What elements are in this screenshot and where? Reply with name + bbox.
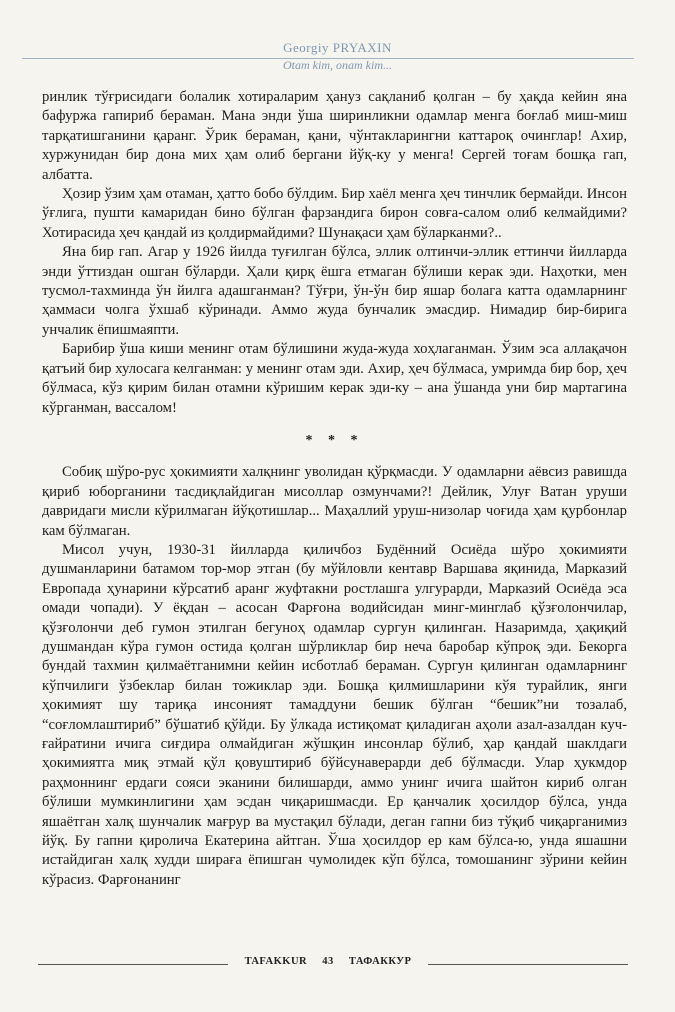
footer-rule-left [38,964,228,965]
running-header [0,40,675,73]
footer-label-latin: TAFAKKUR [244,956,308,967]
header-author: Georgiy PRYAXIN [283,40,392,55]
paragraph: Собиқ шўро-рус ҳокимияти халқнинг уволидан қўрқмасди. У одамларни аёвсиз равишда қириб юборганини тасдиқлайдиган мисоллар озмунчами?! Дейлик, Улуғ Ватан уруши давридаги мисли кўрилмаган йўқотишлар... Маҳаллий уруш-низолар чоғида ҳам қурбонлар кам бўлмаган. [42,464,627,539]
paragraph: Ҳозир ўзим ҳам отаман, ҳатто бобо бўлдим. Бир хаёл менга ҳеч тинчлик бермайди. Инсон ўғлига, пушти камаридан бино бўлган фарзандига бирон совға-салом олиб келмайдими? Хотирасида ҳеч қандай из қолдирмайдими? Шунақаси ҳам бўларканми?.. [42,186,628,241]
paragraph: Мисол учун, 1930-31 йилларда қиличбоз Будённий Осиёда шўро ҳокимияти душманларини батамом тор-мор этган (бу мўйловли кентавр Варшава яқинида, Марказий Европада ҳунарини кўрсатиб аранг жуфтакни ростлашга улгурарди, Марказий Осиёда эса омади чопади). У ёқдан – асосан Фарғона водийсидан минг-минглаб қўзғолончилар, қўзғолончи деб гумон этилган бегуноҳ одамлар сургун қилинган. Назаримда, ҳақиқий душмандан кўра гумон остида қолган шўрликлар бир неча баробар кўпроқ эди. Бекорга бундай тахмин қилмаётганимни кейин исботлаб бераман. Сургун қилинган одамларнинг кўпчилиги ўзбеклар билан тожиклар эди. Бошқа қилмишларини кўя турайлик, янги ҳокимият шу тариқа инсоният тамаддуни бешик бўлган “бешик”ни тозалаб, “соғломлаштириб” бўшатиб қўйди. Бу ўлкада истиқомат қиладиган аҳоли азал-азалдан куч-ғайратини ичига сиғдира олмайдиган жўшқин инсонлар бўлиб, ҳар қандай шаклдаги ҳокимиятга миқ этмай қўл қовуштириб бўйсунаверарди деб бўлмасди. Улар ҳукмдор раҳмоннинг ердаги сояси эканини билишарди, аммо унинг ичига шайтон кириб олган бўлиши мумкинлигини ҳам эсдан чиқаришмасди. Ер қанчалик ҳосилдор бўлса, унда яшаётган халқ шунчалик мағрур ва мустақил бўлади, деган гапни биз тўқиб чиқарганимиз йўқ. Бу гапни қиролича Екатерина айтган. Ўша ҳосилдор ер кам бўлса-ю, унда яшашни истайдиган халқ худди шираға ёпишган чумолидек кўп бўлса, томошанинг зўрини кейин кўрасиз. Фарғонанинг [42,541,627,888]
footer-rule-right [428,964,628,965]
paragraph: Барибир ўша киши менинг отам бўлишини жуда-жуда хоҳлаганман. Ўзим эса аллақачон қатъий бир хулосага келганман: у менинг отам эди. Ахир, ҳеч бўлмаса, умримда бир бор, ҳеч бўлмаса, кўз қирим билан отамни кўришим керак эди-ку – ана ўшанда уни бир мартагина кўрганман, вассалом! [42,341,627,416]
footer-center [228,956,428,967]
paragraph: ринлик тўғрисидаги болалик хотираларим ҳануз сақланиб қолган – бу ҳақда кейин яна бафуржа гапириб бераман. Мана энди ўша ширинликни одамлар менга боғлаб миш-миш тарқатишганини қаранг. Ўрик бераман, қани, чўнтакларингни каттароқ очинглар! Ахир, хуржунидан бир дона мих ҳам олиб бергани йўқ-ку у менга! Сергей тоғам бошқа гап, албатта. [42,89,627,183]
header-divider [22,58,634,59]
section-separator: * * * [305,432,364,448]
page-number: 43 [322,956,334,967]
article-body [42,88,627,890]
header-title: Otam kim, onam kim... [283,58,392,72]
footer-label-cyrillic: ТАФАККУР [348,956,412,967]
paragraph: Яна бир гап. Агар у 1926 йилда туғилган бўлса, эллик олтинчи-эллик еттинчи йилларда энди ўттиздан ошган бўларди. Ҳали қирқ ёшга етмаган бўлиши керак эди. Наҳотки, мен тусмол-тахминда ўн йилга адашганман? Тўғри, ўн-ўн бир яшар болага катта одамларнинг ҳаммаси чолга ўхшаб кўринади. Аммо жуда бунчалик эмасдир. Нимадир бир-бирига унчалик ёпишмаяпти. [42,244,627,338]
page-footer [0,956,675,974]
